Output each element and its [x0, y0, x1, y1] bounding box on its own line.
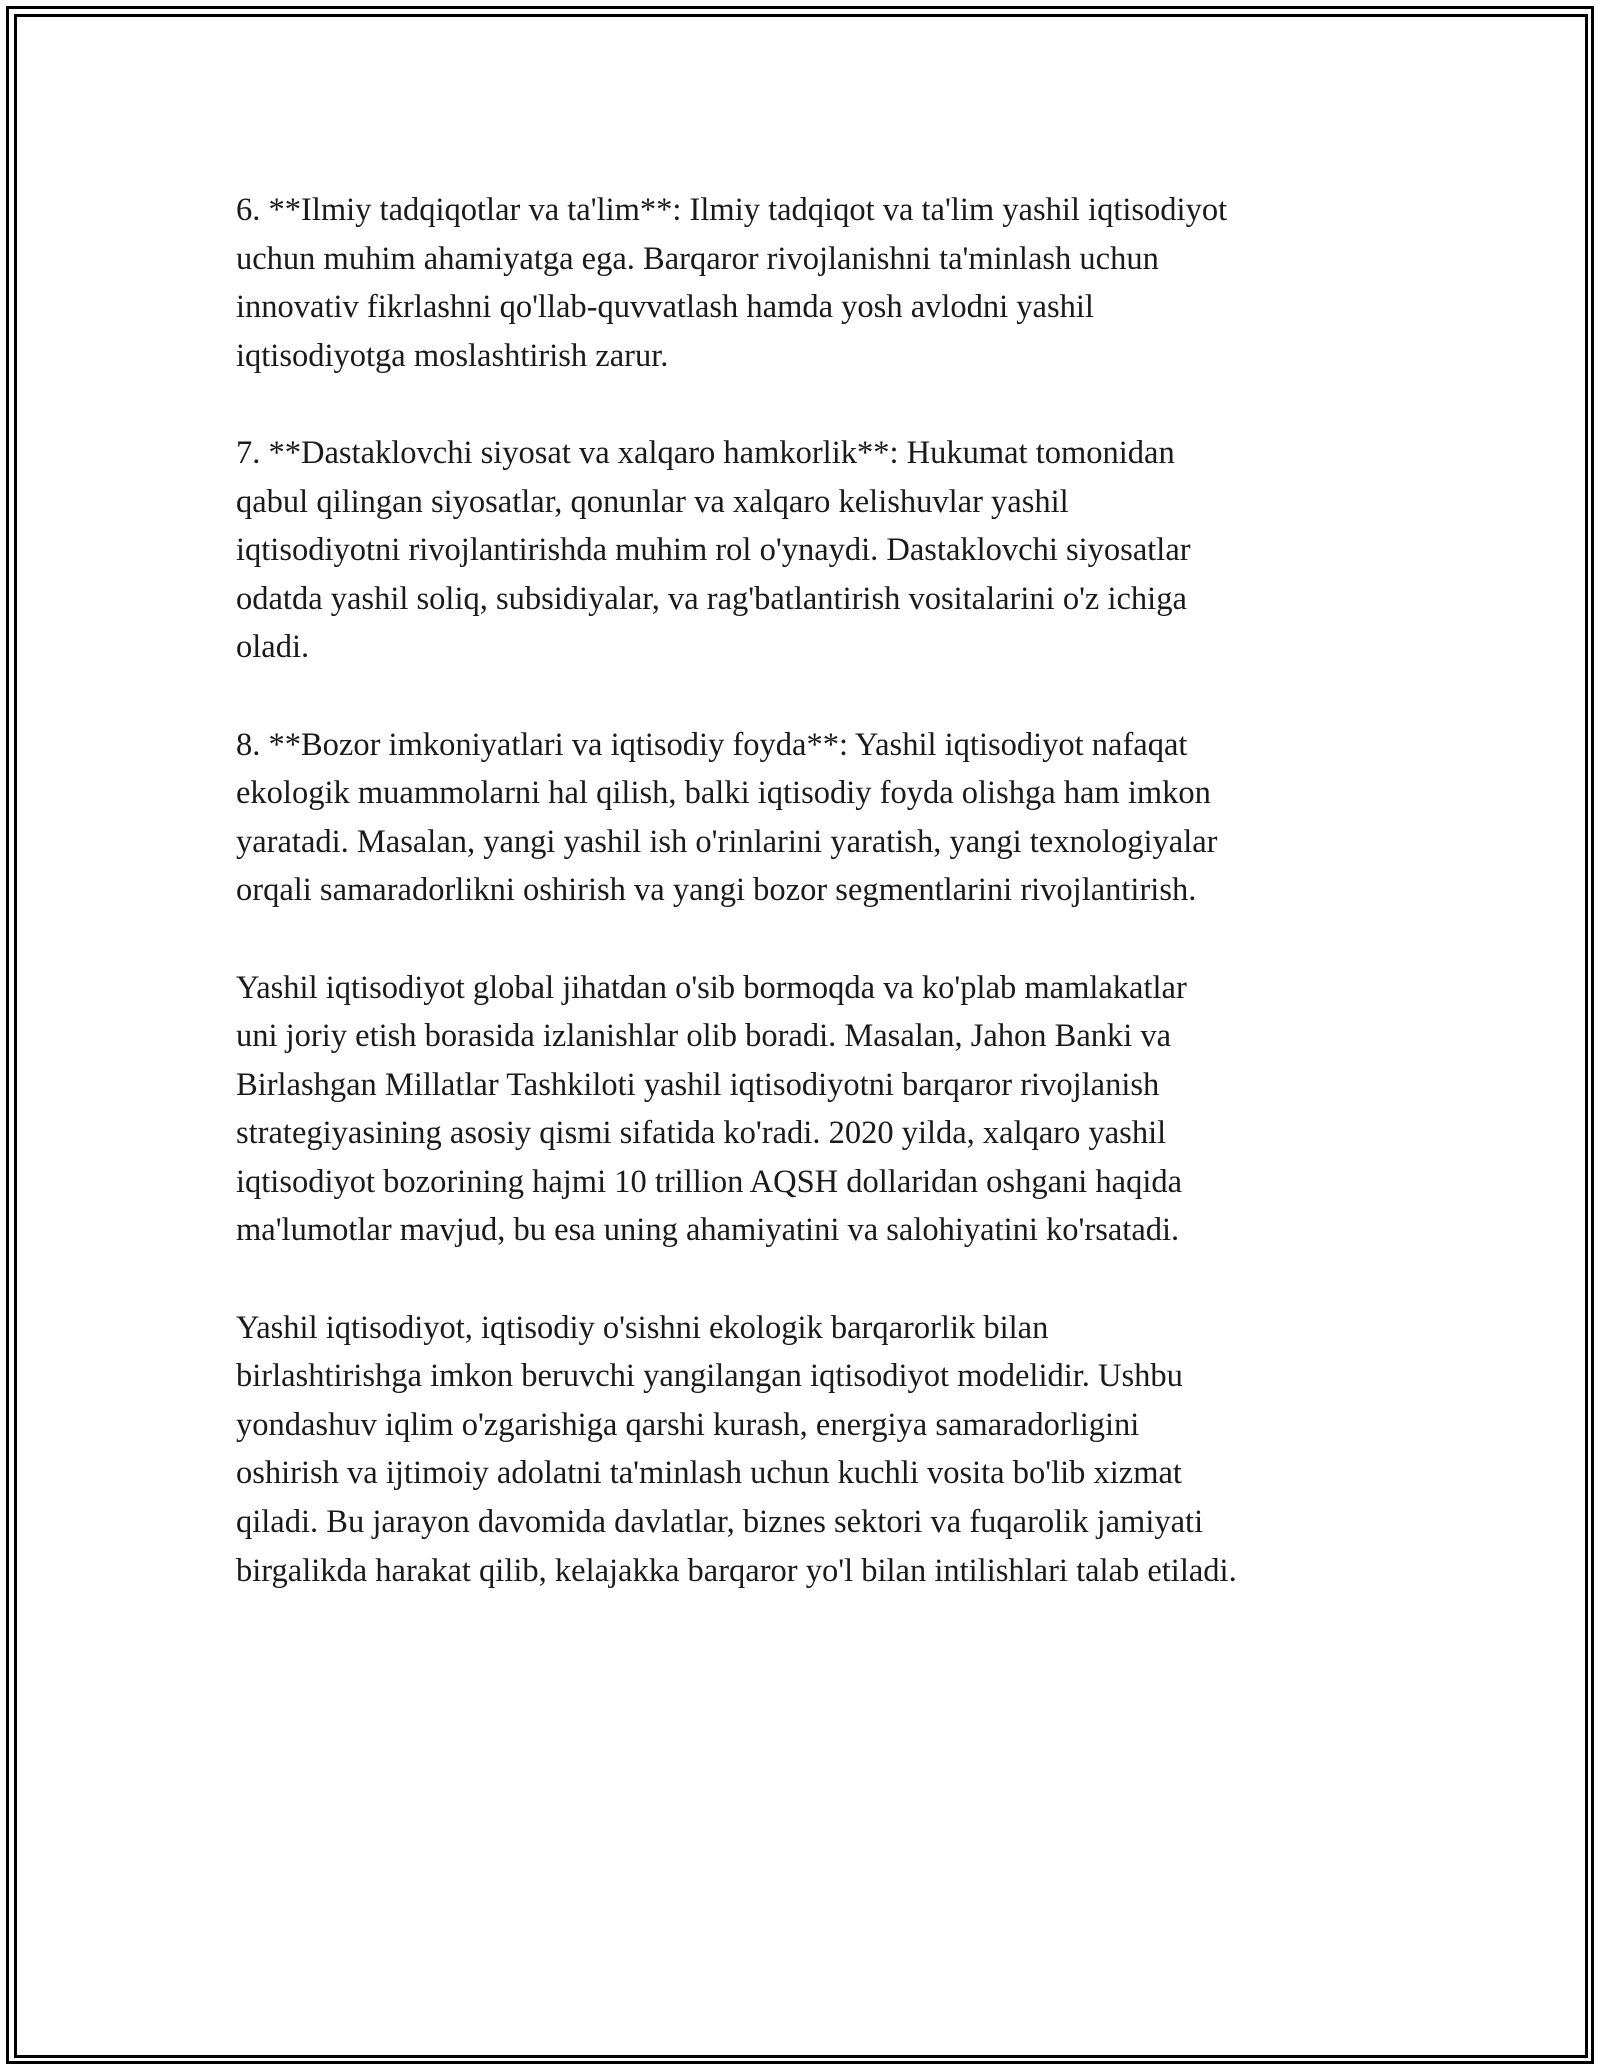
- text-line: qiladi. Bu jarayon davomida davlatlar, biznes sektori va fuqarolik jamiyati: [236, 1504, 1204, 1541]
- text-line: 6. **Ilmiy tadqiqotlar va ta'lim**: Ilmiy tadqiqot va ta'lim yashil iqtisodiyot: [236, 192, 1228, 228]
- text-line: Birlashgan Millatlar Tashkiloti yashil iqtisodiyotni barqaror rivojlanish: [236, 1066, 1160, 1103]
- text-line: odatda yashil soliq, subsidiyalar, va rag'batlantirish vositalarini o'z ichiga: [236, 580, 1187, 617]
- text-line: qabul qilingan siyosatlar, qonunlar va xalqaro kelishuvlar yashil: [236, 483, 1069, 520]
- text-line: 8. **Bozor imkoniyatlari va iqtisodiy foyda**: Yashil iqtisodiyot nafaqat: [236, 726, 1188, 763]
- text-line: oladi.: [236, 629, 310, 666]
- text-line: Yashil iqtisodiyot, iqtisodiy o'sishni ekologik barqarorlik bilan: [236, 1309, 1049, 1346]
- paragraph-item-7: [236, 429, 1376, 672]
- text-line: orqali samaradorlikni oshirish va yangi bozor segmentlarini rivojlantirish.: [236, 872, 1197, 909]
- text-line: yondashuv iqlim o'zgarishiga qarshi kurash, energiya samaradorligini: [236, 1406, 1140, 1443]
- text-line: strategiyasining asosiy qismi sifatida ko'radi. 2020 yilda, xalqaro yashil: [236, 1115, 1167, 1152]
- text-line: innovativ fikrlashni qo'llab-quvvatlash hamda yosh avlodni yashil: [236, 289, 1094, 326]
- paragraph-item-8: [236, 721, 1376, 915]
- text-line: yaratadi. Masalan, yangi yashil ish o'rinlarini yaratish, yangi texnologiyalar: [236, 823, 1218, 860]
- text-line: uni joriy etish borasida izlanishlar olib boradi. Masalan, Jahon Banki va: [236, 1018, 1172, 1055]
- text-line: ekologik muammolarni hal qilish, balki iqtisodiy foyda olishga ham imkon: [236, 775, 1211, 812]
- text-line: iqtisodiyotni rivojlantirishda muhim rol o'ynaydi. Dastaklovchi siyosatlar: [236, 532, 1191, 569]
- paragraph-conclusion: [236, 1304, 1376, 1596]
- document-body: [236, 186, 1376, 1595]
- paragraph-global-growth: [236, 964, 1376, 1256]
- text-line: iqtisodiyotga moslashtirish zarur.: [236, 337, 669, 374]
- text-line: birlashtirishga imkon beruvchi yangilangan iqtisodiyot modelidir. Ushbu: [236, 1358, 1183, 1395]
- text-line: 7. **Dastaklovchi siyosat va xalqaro hamkorlik**: Hukumat tomonidan: [236, 434, 1175, 471]
- text-line: uchun muhim ahamiyatga ega. Barqaror rivojlanishni ta'minlash uchun: [236, 240, 1159, 277]
- paragraph-item-6: [236, 186, 1376, 380]
- text-line: birgalikda harakat qilib, kelajakka barqaror yo'l bilan intilishlari talab etiladi.: [236, 1552, 1237, 1589]
- text-line: Yashil iqtisodiyot global jihatdan o'sib bormoqda va ko'plab mamlakatlar: [236, 969, 1187, 1006]
- text-line: ma'lumotlar mavjud, bu esa uning ahamiyatini va salohiyatini ko'rsatadi.: [236, 1212, 1180, 1249]
- text-line: iqtisodiyot bozorining hajmi 10 trillion AQSH dollaridan oshgani haqida: [236, 1163, 1183, 1200]
- text-line: oshirish va ijtimoiy adolatni ta'minlash uchun kuchli vosita bo'lib xizmat: [236, 1455, 1182, 1492]
